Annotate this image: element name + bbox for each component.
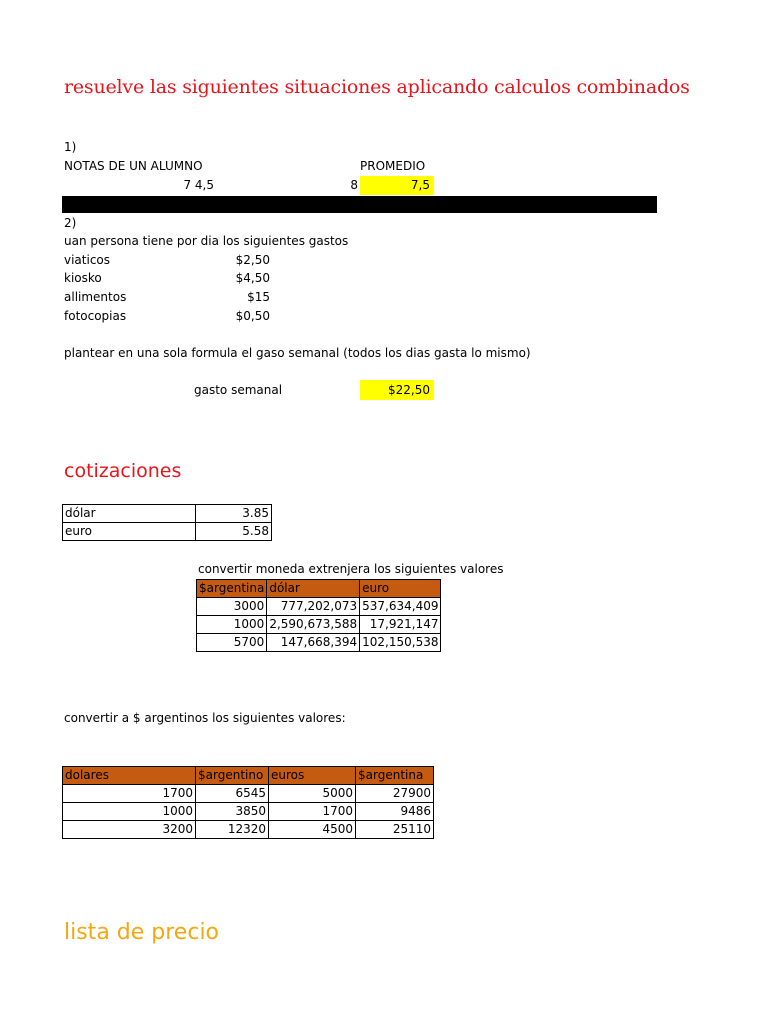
expense-label: viaticos xyxy=(64,253,111,267)
table-row xyxy=(197,616,441,634)
rate-currency: euro xyxy=(63,523,196,541)
conversion2-table xyxy=(62,766,434,839)
column-header: euros xyxy=(269,767,356,785)
weekly-instruction: plantear en una sola formula el gaso semanal (todos los dias gasta lo mismo) xyxy=(64,346,531,360)
table-cell: 5700 xyxy=(197,634,267,652)
table-cell: 12320 xyxy=(196,821,269,839)
expense-label: kiosko xyxy=(64,271,102,285)
table-row xyxy=(197,598,441,616)
exercise-2-number: 2) xyxy=(64,216,77,230)
table-row xyxy=(63,505,272,523)
promedio-label: PROMEDIO xyxy=(360,159,426,173)
rate-value: 5.58 xyxy=(196,523,272,541)
column-header: $argentina xyxy=(197,580,267,598)
table-cell: 147,668,394 xyxy=(267,634,360,652)
expense-label: fotocopias xyxy=(64,309,127,323)
column-header: dólar xyxy=(267,580,360,598)
expenses-intro: uan persona tiene por dia los siguientes gastos xyxy=(64,234,349,248)
table-cell: 5000 xyxy=(269,785,356,803)
promedio-value: 7,5 xyxy=(360,176,434,195)
expense-value: $15 xyxy=(247,290,270,304)
expense-label: allimentos xyxy=(64,290,127,304)
separator-bar xyxy=(62,196,657,213)
table-cell: 537,634,409 xyxy=(360,598,441,616)
table-cell: 17,921,147 xyxy=(360,616,441,634)
conversion1-caption: convertir moneda extrenjera los siguientes valores xyxy=(198,562,504,576)
table-row xyxy=(63,821,434,839)
conversion2-caption: convertir a $ argentinos los siguientes valores: xyxy=(64,711,346,725)
column-header: dolares xyxy=(63,767,196,785)
table-cell: 4500 xyxy=(269,821,356,839)
table-header-row xyxy=(197,580,441,598)
table-cell: 102,150,538 xyxy=(360,634,441,652)
column-header: $argentino xyxy=(196,767,269,785)
cotizaciones-heading: cotizaciones xyxy=(64,460,182,482)
expense-value: $4,50 xyxy=(235,271,270,285)
table-header-row xyxy=(63,767,434,785)
exercise-1-number: 1) xyxy=(64,140,77,154)
rate-currency: dólar xyxy=(63,505,196,523)
table-cell: 1700 xyxy=(63,785,196,803)
expense-value: $0,50 xyxy=(235,309,270,323)
table-row xyxy=(63,785,434,803)
rate-value: 3.85 xyxy=(196,505,272,523)
grades-label: NOTAS DE UN ALUMNO xyxy=(64,159,203,173)
table-row xyxy=(63,803,434,821)
conversion1-table xyxy=(196,579,441,652)
column-header: euro xyxy=(360,580,441,598)
table-cell: 1000 xyxy=(197,616,267,634)
table-cell: 3000 xyxy=(197,598,267,616)
rates-table xyxy=(62,504,272,541)
table-cell: 9486 xyxy=(356,803,434,821)
price-list-heading: lista de precio xyxy=(64,920,220,945)
table-cell: 1000 xyxy=(63,803,196,821)
table-cell: 3200 xyxy=(63,821,196,839)
weekly-total-value: $22,50 xyxy=(360,380,434,400)
table-cell: 6545 xyxy=(196,785,269,803)
table-row xyxy=(197,634,441,652)
column-header: $argentina xyxy=(356,767,434,785)
weekly-total-label: gasto semanal xyxy=(194,383,283,397)
table-cell: 2,590,673,588 xyxy=(267,616,360,634)
grades-value-a: 7 4,5 xyxy=(183,178,214,192)
page-title: resuelve las siguientes situaciones aplicando calculos combinados xyxy=(64,76,690,98)
table-cell: 25110 xyxy=(356,821,434,839)
expense-value: $2,50 xyxy=(235,253,270,267)
table-cell: 1700 xyxy=(269,803,356,821)
table-row xyxy=(63,523,272,541)
table-cell: 27900 xyxy=(356,785,434,803)
grade-value-b: 8 xyxy=(350,178,358,192)
table-cell: 777,202,073 xyxy=(267,598,360,616)
table-cell: 3850 xyxy=(196,803,269,821)
